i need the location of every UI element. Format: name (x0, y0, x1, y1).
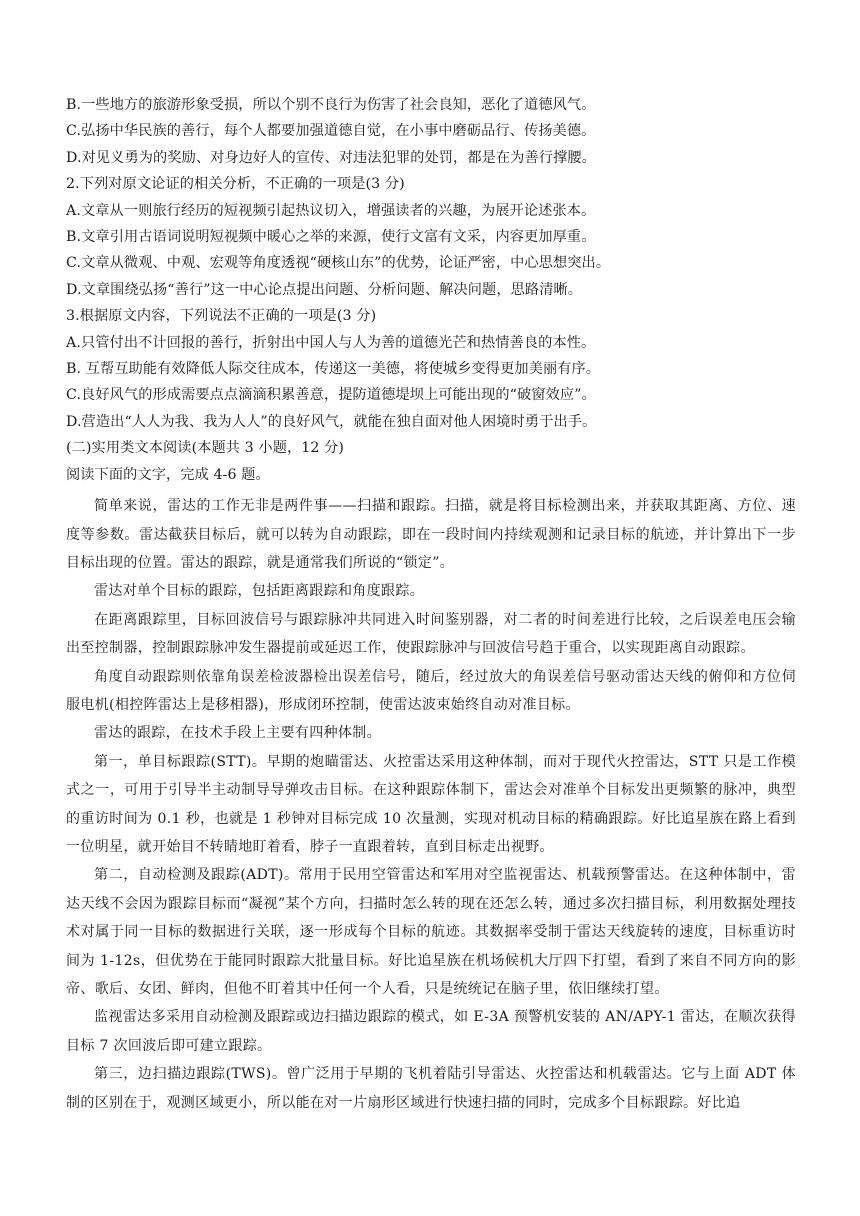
passage-paragraph: 简单来说，雷达的工作无非是两件事——扫描和跟踪。扫描，就是将目标检测出来，并获取其距离、方位、速度等参数。雷达截获目标后，就可以转为自动跟踪，即在一段时间内持续观测和记录目标的航迹，并计算出下一步目标出现的位置。雷达的跟踪，就是通常我们所说的“锁定”。 (66, 498, 796, 571)
passage-paragraph: 第一，单目标跟踪(STT)。早期的炮瞄雷达、火控雷达采用这种体制，而对于现代火控雷达，STT 只是工作模式之一，可用于引导半主动制导导弹攻击目标。在这种跟踪体制下，雷达会对准单个目标发出更频繁的脉冲，典型的重访时间为 0.1 秒，也就是 1 秒钟对目标完成 10 次量测，实现对机动目标的精确跟踪。好比追星族在路上看到一位明星，就开始目不转睛地盯着看，脖子一直跟着转，直到目标走出视野。 (66, 753, 796, 855)
q2-option-b: B.文章引用古语词说明短视频中暖心之举的来源，使行文富有文采，内容更加厚重。 (66, 229, 596, 246)
q3-option-a: A.只管付出不计回报的善行，折射出中国人与人为善的道德光芒和热情善良的本性。 (66, 334, 596, 351)
q2-option-c: C.文章从微观、中观、宏观等角度透视“硬核山东”的优势，论证严密，中心思想突出。 (66, 255, 611, 272)
q2-stem: 2.下列对原文论证的相关分析，不正确的一项是(3 分) (66, 176, 405, 193)
q1-option-d: D.对见义勇为的奖励、对身边好人的宣传、对违法犯罪的处罚，都是在为善行撑腰。 (66, 149, 596, 166)
q1-option-b: B.一些地方的旅游形象受损，所以个别不良行为伤害了社会良知，恶化了道德风气。 (66, 97, 596, 113)
passage-paragraph: 角度自动跟踪则依靠角误差检波器检出误差信号，随后，经过放大的角误差信号驱动雷达天线的俯仰和方位伺服电机(相控阵雷达上是移相器)，形成闭环控制，使雷达波束始终自动对准目标。 (66, 668, 796, 713)
passage-paragraph: 第二，自动检测及跟踪(ADT)。常用于民用空管雷达和军用对空监视雷达、机载预警雷达。在这种体制中，雷达天线不会因为跟踪目标而“凝视”某个方向，扫描时怎么转的现在还怎么转，通过多次扫描目标，利用数据处理技术对属于同一目标的数据进行关联，逐一形成每个目标的航迹。其数据率受制于雷达天线旋转的速度，目标重访时间为 1-12s，但优势在于能同时跟踪大批量目标。好比追星族在机场候机大厅四下打望，看到了来自不同方向的影帝、歌后、女团、鲜肉，但他不盯着其中任何一个人看，只是统统记在脑子里，依旧继续打望。 (66, 867, 796, 997)
q3-stem: 3.根据原文内容，下列说法不正确的一项是(3 分) (66, 308, 377, 325)
q1-option-c: C.弘扬中华民族的善行，每个人都要加强道德自觉，在小事中磨砺品行、传扬美德。 (66, 123, 596, 140)
q3-option-b: B. 互帮互助能有效降低人际交往成本，传递这一美德，将使城乡变得更加美丽有序。 (66, 361, 601, 378)
q3-option-c: C.良好风气的形成需要点点滴滴积累善意，提防道德堤坝上可能出现的“破窗效应”。 (66, 387, 596, 404)
reading-instruction: 阅读下面的文字，完成 4-6 题。 (66, 466, 270, 483)
passage-paragraph: 第三，边扫描边跟踪(TWS)。曾广泛用于早期的飞机着陆引导雷达、火控雷达和机载雷达。它与上面 ADT 体制的区别在于，观测区域更小，所以能在对一片扇形区域进行快速扫描的同时，完成多个目标跟踪。好比追 (66, 1066, 796, 1111)
passage-paragraph: 雷达的跟踪，在技术手段上主要有四种体制。 (94, 725, 381, 742)
q2-option-d: D.文章围绕弘扬“善行”这一中心论点提出问题、分析问题、解决问题，思路清晰。 (66, 281, 583, 298)
passage-paragraph: 雷达对单个目标的跟踪，包括距离跟踪和角度跟踪。 (94, 583, 425, 600)
passage-paragraph: 监视雷达多采用自动检测及跟踪或边扫描边跟踪的模式，如 E-3A 预警机安装的 AN/APY-1 雷达，在顺次获得目标 7 次回波后即可建立跟踪。 (66, 1009, 796, 1054)
reading-passage (66, 492, 796, 1117)
passage-paragraph: 在距离跟踪里，目标回波信号与跟踪脉冲共同进入时间鉴别器，对二者的时间差进行比较，之后误差电压会输出至控制器，控制跟踪脉冲发生器提前或延迟工作，使跟踪脉冲与回波信号趋于重合，以实现距离自动跟踪。 (66, 611, 796, 657)
exam-page (66, 92, 796, 1117)
q2-option-a: A.文章从一则旅行经历的短视频引起热议切入，增强读者的兴趣，为展开论述张本。 (66, 202, 596, 219)
section-heading: (二)实用类文本阅读(本题共 3 小题，12 分) (66, 440, 345, 457)
q3-option-d: D.营造出“人人为我、我为人人”的良好风气，就能在独自面对他人困境时勇于出手。 (66, 413, 597, 430)
